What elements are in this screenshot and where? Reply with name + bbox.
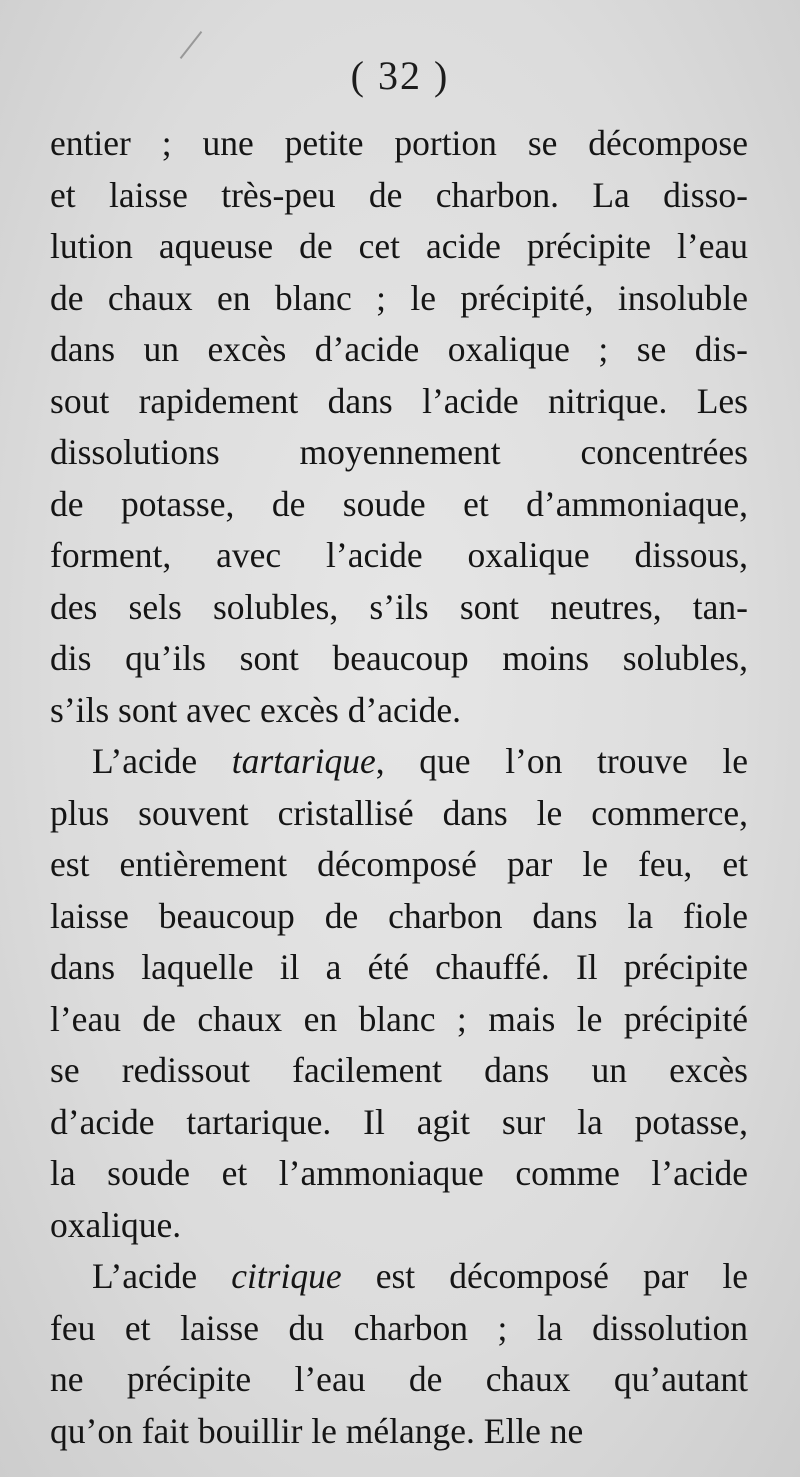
text-line xyxy=(50,1045,748,1097)
italic-term: tartarique xyxy=(231,741,376,781)
text-segment: s’ils sont avec excès d’acide. xyxy=(50,689,462,730)
text-segment: dans un excès d’acide oxalique ; se dis- xyxy=(50,329,748,369)
paragraph xyxy=(50,118,748,736)
text-line xyxy=(50,376,748,428)
text-segment: se redissout facilement dans un excès xyxy=(50,1050,748,1090)
text-segment: dis qu’ils sont beaucoup moins solubles, xyxy=(50,638,748,678)
text-line xyxy=(50,221,748,273)
text-segment: feu et laisse du charbon ; la dissolution xyxy=(50,1307,748,1348)
text-segment: et laisse très-peu de charbon. La disso- xyxy=(50,174,748,215)
text-line xyxy=(50,427,748,479)
text-line xyxy=(50,1354,748,1406)
italic-term: citrique xyxy=(231,1256,342,1296)
text-line xyxy=(50,788,748,840)
text-segment: forment, avec l’acide oxalique dissous, xyxy=(50,535,748,575)
text-segment: oxalique. xyxy=(50,1204,182,1245)
text-line xyxy=(50,530,748,582)
text-line xyxy=(50,479,748,531)
text-line xyxy=(50,1097,748,1149)
text-line xyxy=(50,994,748,1046)
text-line xyxy=(50,582,748,634)
text-segment: d’acide tartarique. Il agit sur la potasse, xyxy=(50,1101,748,1142)
text-line xyxy=(50,736,748,788)
text-line xyxy=(50,118,748,170)
text-segment: L’acide xyxy=(92,741,232,781)
text-segment: sout rapidement dans l’acide nitrique. Les xyxy=(50,380,748,421)
text-line xyxy=(50,839,748,891)
text-segment: l’eau de chaux en blanc ; mais le précipité xyxy=(50,998,748,1039)
text-segment: plus souvent cristallisé dans le commerce, xyxy=(50,792,748,833)
text-line xyxy=(50,633,748,685)
text-line xyxy=(50,1251,748,1303)
text-segment: dans laquelle il a été chauffé. Il précipite xyxy=(50,947,748,987)
text-segment: dissolutions moyennement concentrées xyxy=(50,432,748,472)
text-line xyxy=(50,685,748,737)
paragraph xyxy=(50,1251,748,1457)
text-segment: ne précipite l’eau de chaux qu’autant xyxy=(50,1359,748,1399)
text-segment: la soude et l’ammoniaque comme l’acide xyxy=(50,1153,748,1193)
text-line xyxy=(50,1406,748,1458)
text-segment: de potasse, de soude et d’ammoniaque, xyxy=(50,483,748,524)
text-segment: entier ; une petite portion se décompose xyxy=(50,123,748,163)
text-line xyxy=(50,170,748,222)
text-line xyxy=(50,273,748,325)
text-segment: lution aqueuse de cet acide précipite l’eau xyxy=(50,226,748,266)
text-segment: L’acide xyxy=(92,1256,232,1296)
text-line xyxy=(50,891,748,943)
body-text xyxy=(50,118,748,1457)
text-segment: est décomposé par le xyxy=(341,1256,748,1296)
text-line xyxy=(50,1303,748,1355)
text-line xyxy=(50,1148,748,1200)
text-segment: qu’on fait bouillir le mélange. Elle ne xyxy=(50,1410,584,1451)
text-segment: est entièrement décomposé par le feu, et xyxy=(50,844,748,884)
text-segment: de chaux en blanc ; le précipité, insoluble xyxy=(50,277,748,318)
text-segment: des sels solubles, s’ils sont neutres, tan- xyxy=(50,586,748,627)
text-line xyxy=(50,324,748,376)
page-number: ( 32 ) xyxy=(350,53,450,98)
text-line xyxy=(50,1200,748,1252)
text-line xyxy=(50,942,748,994)
text-segment: , que l’on trouve le xyxy=(375,741,748,781)
text-segment: laisse beaucoup de charbon dans la fiole xyxy=(50,895,748,936)
paragraph xyxy=(50,736,748,1251)
